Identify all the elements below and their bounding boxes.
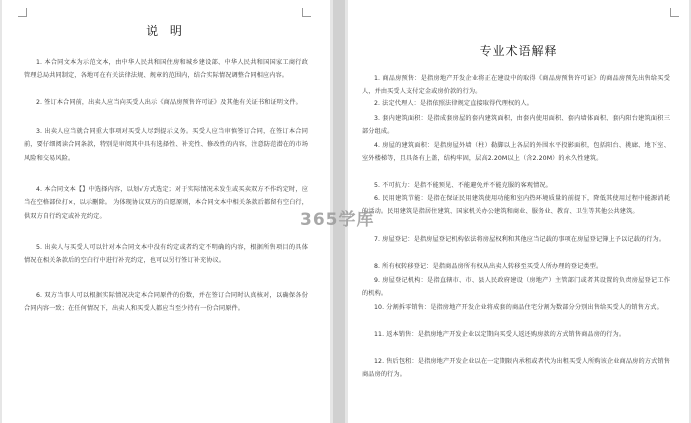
page-title: 专业术语解释	[479, 44, 558, 58]
paragraph: 2. 法定代理人：是指依照法律规定直接取得代理权的人。	[374, 100, 534, 107]
paragraph: 1. 本合同文本为示范文本，由中华人民共和国住房和城乡建设部、中华人民共和国国家工商行政管理总局共同制定，各地可在有关法律法规、规章的范围内，结合实际情况调整合同相应内容。	[24, 59, 308, 80]
paragraph: 9. 房屋登记机构：是指直辖市、市、县人民政府建设（房地产）主管部门或者其设置的负责房屋登记工作的机构。	[362, 277, 670, 298]
paragraph: 5. 不可抗力：是指不能预见、不能避免并不能克服的客观情况。	[374, 182, 552, 189]
paragraph: 7. 房屋登记：是指房屋登记机构依法将房屋权利和其他应当记载的事项在房屋登记簿上予以记载的行为。	[374, 236, 666, 243]
paragraph: 4. 本合同文本【】中选择内容，以划√方式选定；对于实际情况未发生或买卖双方不作约定时，应当在空格部位打×，以示删除。 为体现协议双方的自愿原则，本合同文本中相关条款后都留有空白行，供双方自行约定或补充约定。	[24, 186, 308, 220]
paragraph: 4. 房屋的建筑面积：是指房屋外墙（柱）勒脚以上各层的外围水平投影面积，包括阳台、挑廊、地下室、室外楼梯等，且具备有上盖，结构牢固，层高2.20M以上（含2.20M）的永久性建筑。	[362, 142, 670, 163]
left-document-page	[2, 0, 330, 423]
paragraph: 8. 所有权转移登记：是指商品房所有权从出卖人转移至买受人所办理的登记类型。	[374, 263, 603, 270]
paragraph: 6. 民用建筑节能：是指在保证民用建筑使用功能和室内热环境质量的前提下，降低其使用过程中能源消耗的活动。民用建筑是指居住建筑、国家机关办公建筑和商业、服务业、教育、卫生等其他公共建筑。	[362, 195, 670, 216]
paragraph: 3. 出卖人应当就合同重大事项对买受人尽到提示义务。买受人应当审慎签订合同，在签订本合同前，要仔细阅读合同条款，特别是审阅其中具有选择性、补充性、修改性的内容，注意防范潜在的市场风险和交易风险。	[24, 128, 308, 162]
paragraph: 6. 双方当事人可以根据实际情况决定本合同原件的份数，并在签订合同时认真核对，以确保各份合同内容一致；在任何情况下，出卖人和买受人都应当至少持有一份合同原件。	[24, 292, 308, 313]
watermark-text: 365学库	[300, 210, 375, 230]
paragraph: 10. 分割拆零销售：是指房地产开发企业将成套的商品住宅分割为数部分分别出售给买受人的销售方式。	[374, 304, 663, 311]
page-corner-mark	[302, 8, 311, 17]
paragraph: 3. 套内建筑面积：是指成套房屋的套内建筑面积，由套内使用面积、套内墙体面积、套内阳台建筑面积三部分组成。	[362, 115, 670, 136]
right-document-page	[348, 0, 689, 423]
paragraph: 2. 签订本合同前，出卖人应当向买受人出示《商品房预售许可证》及其他有关证书和证明文件。	[36, 99, 302, 106]
page-corner-mark	[18, 8, 27, 17]
page-title: 说 明	[146, 24, 186, 38]
page-corner-mark	[670, 8, 679, 17]
paragraph: 12. 售后包租：是指房地产开发企业以在一定期限内承租或者代为出租买受人所购该企业商品房的方式销售商品房的行为。	[362, 358, 670, 379]
paragraph: 1. 商品房预售：是指房地产开发企业将正在建设中的取得《商品房预售许可证》的商品房预先出售给买受人，并由买受人支付定金或房价款的行为。	[362, 75, 670, 96]
paragraph: 11. 返本销售：是指房地产开发企业以定期向买受人返还购房款的方式销售商品房的行为。	[374, 331, 626, 338]
paragraph: 5. 出卖人与买受人可以针对本合同文本中没有约定或者约定不明确的内容，根据所售项目的具体情况在相关条款后的空白行中进行补充约定，也可以另行签订补充协议。	[24, 244, 308, 265]
